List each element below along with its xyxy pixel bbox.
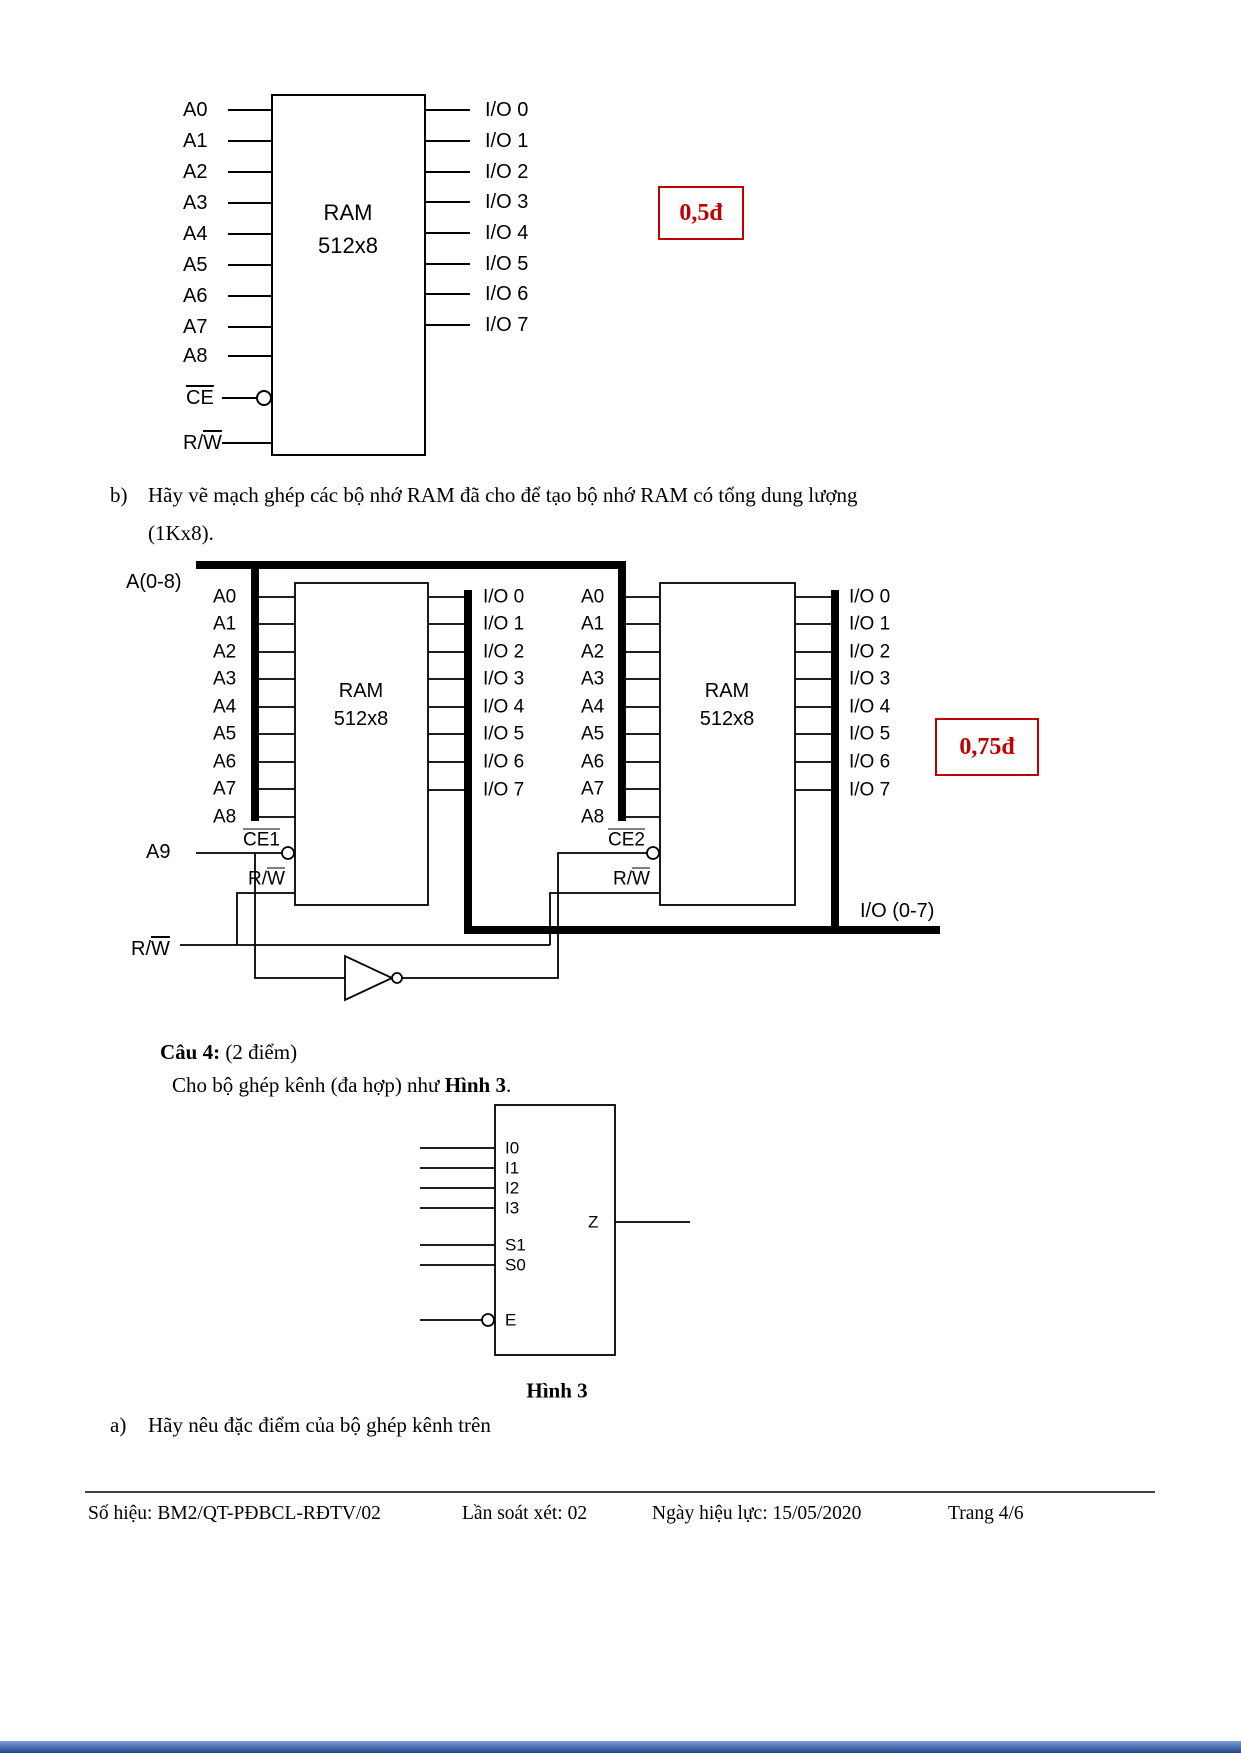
d2c1-pin-label-a7: A7 [213,778,237,800]
item-b-line1: Hãy vẽ mạch ghép các bộ nhớ RAM đã cho để tạo bộ nhớ RAM có tổng dung lượng [148,483,858,507]
address-bus [196,561,626,569]
d2-chip1-capacity: 512x8 [333,708,389,730]
d2c1-pin-label-a3: A3 [213,668,237,690]
score-badge-1 [658,186,744,240]
footer-lan-soat-xet: Lần soát xét: 02 [462,1503,588,1524]
d2c2-pin-label-io1: I/O 1 [849,613,891,635]
d2c2-pin-label-io0: I/O 0 [849,586,891,608]
d1-pin-label-io7: I/O 7 [485,314,529,336]
d2-io-bus-label: I/O (0-7) [860,900,935,922]
mux-pin-label-s0: S0 [505,1255,526,1275]
d1-pin-label-a8: A8 [183,345,208,367]
d2c1-pin-label-a4: A4 [213,696,237,718]
cau4-intro [172,1072,511,1099]
d2c2-pin-label-a6: A6 [581,751,605,773]
d2c2-pin-label-io6: I/O 6 [849,751,891,773]
d2c2-pin-label-io7: I/O 7 [849,779,891,801]
mux-pin-label-i2: I2 [505,1178,520,1198]
item-b-line2: (1Kx8). [148,521,214,545]
enable-bubble-icon [482,1314,494,1326]
d2c1-pin-label-a1: A1 [213,613,237,635]
d1-chip-capacity: 512x8 [318,233,378,258]
d1-pin-label-io6: I/O 6 [485,283,529,305]
d2-address-bus-label: A(0-8) [126,571,182,593]
mux-pin-label-i1: I1 [505,1158,520,1178]
d2c2-pin-label-a5: A5 [581,723,605,745]
rw-prefix-text: R/ [613,868,632,890]
d2c2-pin-label-io4: I/O 4 [849,696,891,718]
rw-overlined-text: $\overline{W}$ [203,432,222,454]
rw-prefix-text: R/ [131,938,151,960]
ram2-chip-body [660,583,795,905]
d2c2-pin-label-a8: A8 [581,806,605,828]
d2c1-pin-label-io4: I/O 4 [483,696,525,718]
d2c1-pin-label-io2: I/O 2 [483,641,525,663]
d2c2-pin-label-io2: I/O 2 [849,641,891,663]
item-a-marker: a) [110,1413,127,1437]
mux-pin-label-i0: I0 [505,1138,520,1158]
d1-pin-label-a2: A2 [183,161,208,183]
d2c1-pin-label-io1: I/O 1 [483,613,525,635]
d2c2-pin-label-io3: I/O 3 [849,668,891,690]
d2c2-pin-label-rw [613,870,650,889]
mux-pin-label-e: E [505,1310,517,1330]
d1-pin-label-a7: A7 [183,316,208,338]
d1-pin-label-a6: A6 [183,285,208,307]
d1-pin-label-io2: I/O 2 [485,161,529,183]
d2c1-pin-label-a8: A8 [213,806,237,828]
d1-pin-label-io0: I/O 0 [485,99,529,121]
d2c1-pin-label-a0: A0 [213,586,237,608]
d2c1-pin-label-io7: I/O 7 [483,779,525,801]
d2c2-pin-label-a7: A7 [581,778,605,800]
ce2-bubble-icon [647,847,659,859]
d2-pin-label-ce2 [608,831,645,850]
d1-pin-label-ce [186,388,214,408]
d2c1-pin-label-io6: I/O 6 [483,751,525,773]
rw-overlined-text: $\overline{W}$ [632,868,650,890]
io-bus [464,926,940,934]
rw-prefix-text: R/ [248,868,267,890]
d2c2-pin-label-a0: A0 [581,586,605,608]
cau4-intro-prefix: Cho bộ ghép kênh (đa hợp) như [172,1073,445,1097]
d1-pin-label-a1: A1 [183,130,208,152]
score-2-text: 0,75đ [959,733,1015,760]
rw-overlined-text: $\overline{W}$ [267,868,285,890]
d1-pin-label-a5: A5 [183,254,208,276]
ce-bubble-icon [257,391,271,405]
d2c2-pin-label-a1: A1 [581,613,605,635]
d1-pin-label-io4: I/O 4 [485,222,529,244]
footer-page-number: Trang 4/6 [948,1503,1024,1524]
d2-rw-source-label [131,939,170,959]
diagram2-buses [196,561,940,934]
item-a-text: Hãy nêu đặc điểm của bộ ghép kênh trên [148,1413,491,1437]
d2-pin-label-ce1 [243,831,280,850]
d1-pin-label-a3: A3 [183,192,208,214]
cau4-intro-figure-ref: Hình 3 [444,1073,506,1097]
io-bus-branch-2 [831,590,839,934]
diagram1-ram-chip [222,95,470,455]
address-bus-branch-2 [618,561,626,821]
ce1-bubble-icon [282,847,294,859]
d2-chip1-name: RAM [338,680,384,702]
d2c1-pin-label-a2: A2 [213,641,237,663]
score-1-text: 0,5đ [679,199,723,226]
d2c1-pin-label-a6: A6 [213,751,237,773]
footer-so-hieu: Số hiệu: BM2/QT-PĐBCL-RĐTV/02 [88,1503,381,1524]
footer-ngay-hieu-luc: Ngày hiệu lực: 15/05/2020 [652,1503,862,1524]
d1-pin-label-io5: I/O 5 [485,253,529,275]
rw-overlined-text: $\overline{W}$ [151,938,170,960]
d2c1-pin-label-io3: I/O 3 [483,668,525,690]
mux-lines [420,1105,690,1355]
address-bus-branch-1 [251,561,259,821]
d2-chip2-capacity: 512x8 [699,708,755,730]
rw-prefix-text: R/ [183,432,203,454]
d1-chip-name: RAM [323,200,373,225]
d1-pin-label-a0: A0 [183,99,208,121]
mux-pin-label-i3: I3 [505,1198,520,1218]
ce-overlined-text: $\overline{CE}$ [186,387,214,409]
cau4-label: Câu 4: [160,1040,221,1064]
d2-a9-label: A9 [146,841,171,863]
score-badge-2 [935,718,1039,776]
d2c2-pin-label-a3: A3 [581,668,605,690]
cau4-points: (2 điểm) [220,1040,298,1064]
d2c2-pin-label-a2: A2 [581,641,605,663]
d2c1-pin-label-io5: I/O 5 [483,723,525,745]
item-b-marker: b) [110,483,128,507]
d1-pin-label-a4: A4 [183,223,208,245]
d2c2-pin-label-io5: I/O 5 [849,723,891,745]
d1-pin-label-rw [183,433,222,453]
io-bus-branch-1 [464,590,472,934]
cau4-heading [160,1039,297,1066]
mux-pin-label-z: Z [588,1212,599,1232]
inverter-bubble-icon [392,973,402,983]
d2-chip2-name: RAM [704,680,750,702]
d1-pin-label-io1: I/O 1 [485,130,529,152]
figure-caption: Hình 3 [526,1378,588,1403]
d2c1-pin-label-io0: I/O 0 [483,586,525,608]
d2c1-pin-label-rw [248,870,285,889]
bottom-accent-bar [0,1741,1241,1753]
d2c1-pin-label-a5: A5 [213,723,237,745]
mux-pin-label-s1: S1 [505,1235,526,1255]
ram1-chip-body [295,583,428,905]
d2c2-pin-label-a4: A4 [581,696,605,718]
ce2-overlined-text: CE2 [608,829,645,851]
cau4-intro-suffix: . [505,1073,512,1097]
ce1-overlined-text: CE1 [243,829,280,851]
ram-chip-body [272,95,425,455]
inverter-gate [345,956,392,1000]
d1-pin-label-io3: I/O 3 [485,191,529,213]
